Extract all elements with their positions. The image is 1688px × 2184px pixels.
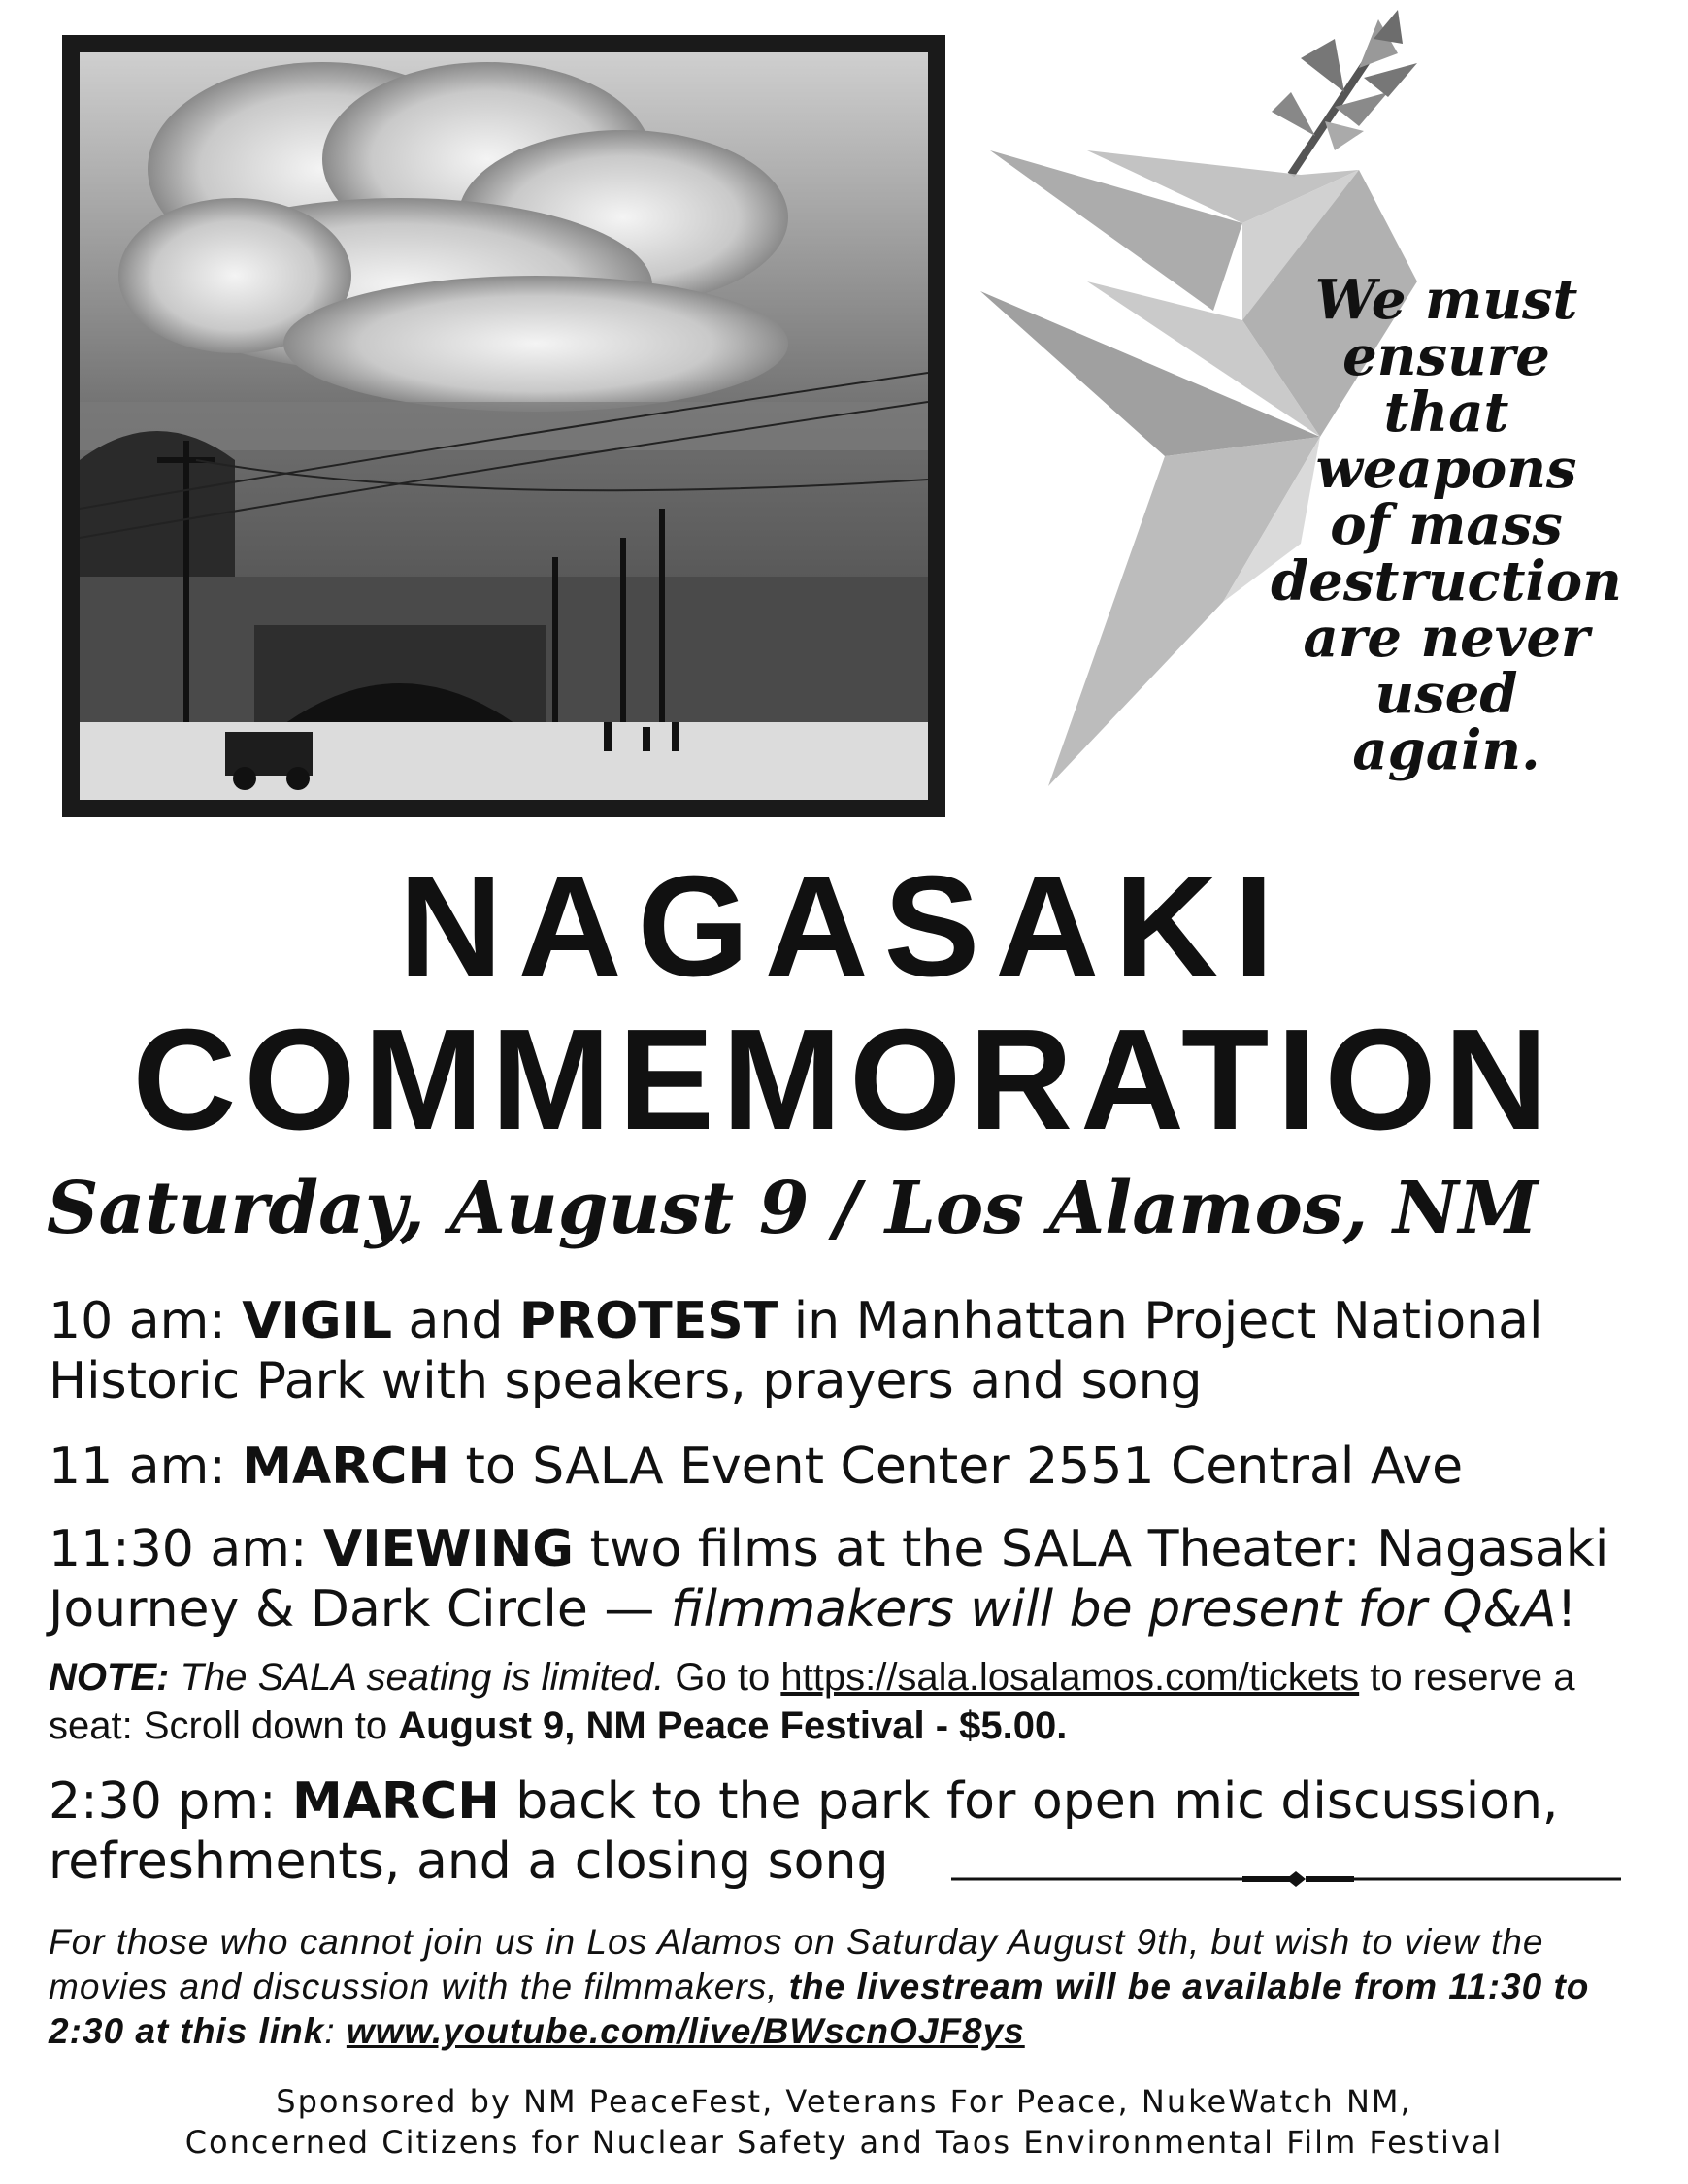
title-line-1: NAGASAKI — [398, 846, 1290, 1007]
schedule-time: 10 am: — [49, 1292, 243, 1350]
schedule-highlight: MARCH — [242, 1438, 449, 1496]
olive-branch-icon — [1272, 10, 1417, 175]
event-dateline: Saturday, August 9 / Los Alamos, NM — [47, 1167, 1539, 1250]
livestream-bold: the livestream will be available from 11:30 to 2:30 at this link — [49, 1967, 1590, 2051]
schedule-time: 2:30 pm: — [49, 1772, 293, 1831]
title-line-2: COMMEMORATION — [132, 1000, 1556, 1160]
quote-line: used — [1374, 662, 1518, 726]
schedule-highlight: PROTEST — [518, 1292, 778, 1350]
livestream-link[interactable]: www.youtube.com/live/BWscnOJF8ys — [346, 2011, 1025, 2051]
sponsor-line: Concerned Citizens for Nuclear Safety and Taos Environmental Film Festival — [184, 2124, 1504, 2161]
note-text: to reserve a seat: Scroll down to — [49, 1656, 1575, 1747]
quote-line: are never — [1303, 606, 1590, 670]
quote-line: weapons — [1315, 437, 1577, 501]
sponsor-block — [0, 2081, 1688, 2163]
schedule-time: 11:30 am: — [49, 1520, 323, 1578]
schedule-text: two films at the SALA Theater: Nagasaki Journey & Dark Circle — — [49, 1520, 1609, 1638]
schedule-italic: filmmakers will be present for Q&A — [670, 1580, 1557, 1638]
livestream-text: For those who cannot join us in Los Alamos on Saturday August 9th, but wish to view the movies and discussion with the filmmakers, — [49, 1922, 1544, 2006]
schedule-highlight: MARCH — [292, 1772, 500, 1831]
quote-line: ensure — [1342, 324, 1550, 388]
sponsor-line: Sponsored by NM PeaceFest, Veterans For Peace, NukeWatch NM, — [276, 2083, 1412, 2120]
quote-line: destruction — [1271, 549, 1622, 613]
schedule-highlight: VIGIL — [242, 1292, 393, 1350]
schedule-text: in Manhattan Project National Historic Park with speakers, prayers and song — [49, 1292, 1543, 1410]
schedule-highlight: VIEWING — [322, 1520, 574, 1578]
schedule-time: 11 am: — [49, 1438, 243, 1496]
note-text: Go to — [664, 1656, 781, 1699]
tickets-link[interactable]: https://sala.losalamos.com/tickets — [780, 1656, 1360, 1699]
schedule-text: ! — [1556, 1580, 1577, 1638]
schedule-item-viewing — [49, 1519, 1650, 1639]
decorative-divider — [951, 1868, 1621, 1891]
schedule-item-march — [49, 1437, 1650, 1497]
quote-text — [1233, 268, 1660, 782]
schedule-text: and — [392, 1292, 519, 1350]
seating-note — [49, 1653, 1650, 1750]
schedule-text: to SALA Event Center 2551 Central Ave — [448, 1438, 1464, 1496]
schedule-item-vigil — [49, 1291, 1650, 1411]
note-italic: The SALA seating is limited. — [169, 1656, 665, 1699]
quote-line: that — [1383, 381, 1509, 445]
note-bold: August 9, NM Peace Festival - $5.00. — [398, 1704, 1068, 1747]
schedule-text: back to the park for open mic discussion, refreshments, and a closing song — [49, 1772, 1559, 1891]
quote-line: again. — [1352, 718, 1540, 782]
quote-line: of mass — [1330, 493, 1563, 557]
quote-line: We must — [1314, 268, 1578, 332]
livestream-notice — [49, 1920, 1650, 2054]
livestream-text: : — [324, 2011, 347, 2051]
note-label: NOTE: — [49, 1656, 170, 1699]
